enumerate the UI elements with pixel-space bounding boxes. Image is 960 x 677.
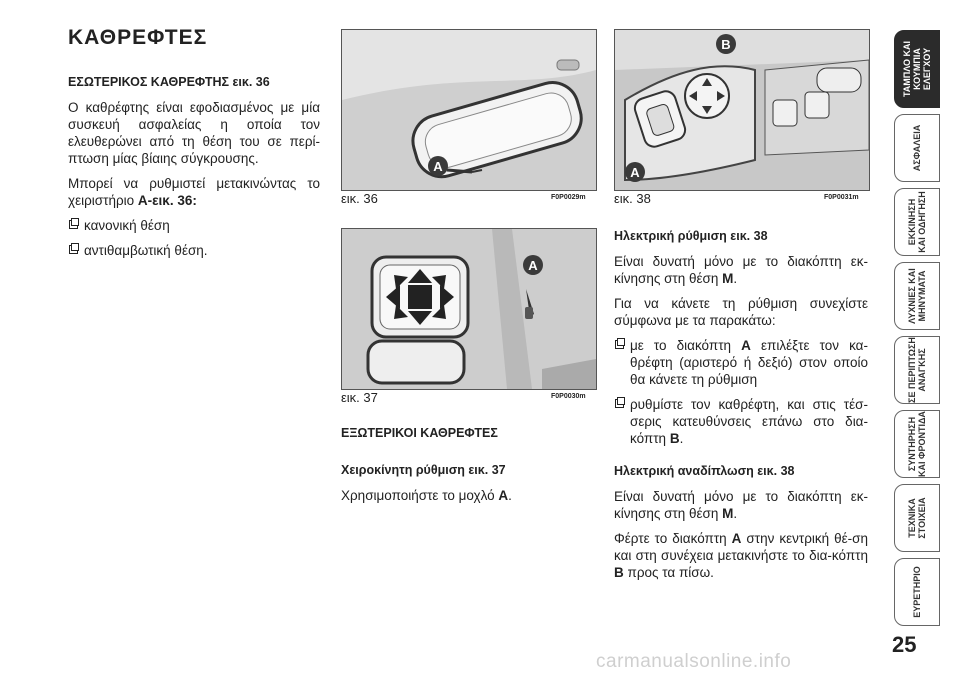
electric-mirror-controls-illustration	[615, 30, 869, 190]
figure-36-code: F0P0029m	[551, 194, 586, 201]
reference-bold: B	[614, 565, 624, 580]
electric-adjustment-paragraph-1	[614, 253, 868, 287]
text-span: Μπορεί να ρυθμιστεί μετακινώντας το χειριστήριο	[68, 176, 320, 208]
figure-37-caption: εικ. 37	[341, 390, 378, 405]
middle-column	[341, 425, 595, 512]
manual-adjustment-heading: Χειροκίνητη ρύθμιση εικ. 37	[341, 463, 506, 477]
reference-bold: B	[669, 431, 680, 446]
reference-bold: A	[741, 338, 751, 353]
manual-adjustment-paragraph	[341, 487, 595, 504]
figure-38-code: F0P0031m	[824, 194, 859, 201]
interior-mirror-illustration	[342, 30, 596, 190]
text-span: .	[508, 488, 512, 503]
reference-bold: A	[498, 488, 509, 503]
text-span: ρυθμίστε τον καθρέφτη, και στις τέσ-σερις κατευθύνσεις επάνω στο δια-κόπτη	[630, 397, 868, 446]
text-span: στην κεντρική θέ-ση και στη συνέχεια μετακινήστε το δια-κόπτη	[614, 531, 869, 563]
text-span: Είναι δυνατή μόνο με το διακόπτη εκ-κίνησης στη θέση	[614, 489, 868, 521]
tab-emergency[interactable]	[894, 336, 940, 404]
interior-mirror-heading: ΕΣΩΤΕΡΙΚΟΣ ΚΑΘΡΕΦΤΗΣ εικ. 36	[68, 75, 270, 89]
tab-label: ΣΥΝΤΗΡΗΣΗ ΚΑΙ ΦΡΟΝΤΙΔΑ	[907, 411, 927, 477]
list-item	[614, 396, 868, 447]
text-span: Χρησιμοποιήστε το μοχλό	[341, 488, 499, 503]
tab-label: ΣΕ ΠΕΡΙΠΤΩΣΗ ΑΝΑΓΚΗΣ	[907, 337, 927, 403]
text-span: με το διακόπτη	[630, 338, 742, 353]
list-item: κανονική θέση	[68, 217, 320, 234]
reference-bold: A	[731, 531, 742, 546]
tab-starting-driving[interactable]	[894, 188, 940, 256]
tab-technical-data[interactable]	[894, 484, 940, 552]
left-column	[68, 74, 320, 267]
tab-label: ΤΕΧΝΙΚΑ ΣΤΟΙΧΕΙΑ	[907, 497, 927, 539]
electric-adjustment-paragraph-2: Για να κάνετε τη ρύθμιση συνεχίστε σύμφωνα με τα παρακάτω:	[614, 296, 868, 328]
figure-36-interior-mirror	[341, 29, 597, 191]
figure-38-electric-controls	[614, 29, 870, 191]
exterior-mirror-illustration	[342, 229, 596, 389]
figure-37-exterior-mirror	[341, 228, 597, 390]
marker-b: B	[716, 34, 736, 54]
page-number: 25	[892, 632, 917, 657]
electric-folding-paragraph-1	[614, 488, 868, 522]
marker-a: A	[428, 156, 448, 176]
electric-folding-heading: Ηλεκτρική αναδίπλωση εικ. 38	[614, 464, 795, 478]
tab-safety[interactable]	[894, 114, 940, 182]
tab-label: ΤΑΜΠΛΟ ΚΑΙ ΚΟΥΜΠΙΑ ΕΛΕΓΧΟΥ	[902, 40, 932, 98]
electric-adjustment-heading: Ηλεκτρική ρύθμιση εικ. 38	[614, 229, 768, 243]
reference-bold: M	[722, 271, 734, 286]
tab-dashboard-controls[interactable]	[894, 30, 940, 108]
electric-folding-paragraph-2	[614, 530, 868, 581]
text-span: προς τα πίσω.	[623, 565, 714, 580]
figure-37-code: F0P0030m	[551, 393, 586, 400]
tab-index[interactable]	[894, 558, 940, 626]
tab-label: ΛΥΧΝΙΕΣ ΚΑΙ ΜΗΝΥΜΑΤΑ	[907, 268, 927, 324]
watermark-text: carmanualsonline.info	[596, 651, 792, 672]
exterior-mirrors-heading: ΕΞΩΤΕΡΙΚΟΙ ΚΑΘΡΕΦΤΕΣ	[341, 426, 498, 440]
reference-bold: A-εικ. 36:	[137, 193, 197, 208]
tab-lights-messages[interactable]	[894, 262, 940, 330]
interior-mirror-paragraph-1: Ο καθρέφτης είναι εφοδιασμένος με μία συσκευή ασφαλείας η οποία τον ελευθερώνει από τη θέση του σε περί-πτωση μίας βίαιης σύγκρουσης.	[68, 100, 320, 166]
tab-label: ΕΥΡΕΤΗΡΙΟ	[912, 566, 922, 618]
tab-maintenance-care[interactable]	[894, 410, 940, 478]
tab-label: ΑΣΦΑΛΕΙΑ	[912, 124, 922, 172]
list-item	[614, 337, 868, 388]
page-title: ΚΑΘΡΕΦΤΕΣ	[68, 26, 208, 49]
right-column	[614, 228, 868, 589]
text-span: .	[733, 506, 738, 521]
marker-a: A	[523, 255, 543, 275]
text-span: επιλέξτε τον κα-θρέφτη (αριστερό ή δεξιό) στον οποίο θα κάνετε τη ρύθμιση	[630, 338, 868, 387]
text-span: .	[733, 271, 738, 286]
figure-38-caption: εικ. 38	[614, 191, 651, 206]
tab-label: ΕΚΚΙΝΗΣΗ ΚΑΙ ΟΔΗΓΗΣΗ	[907, 191, 927, 253]
text-span: Φέρτε το διακόπτη	[614, 531, 732, 546]
interior-mirror-paragraph-2	[68, 175, 320, 209]
figure-36-caption: εικ. 36	[341, 191, 378, 206]
marker-a: A	[625, 162, 645, 182]
list-item: αντιθαμβωτική θέση.	[68, 242, 320, 259]
text-span: .	[679, 431, 684, 446]
text-span: Είναι δυνατή μόνο με το διακόπτη εκ-κίνησης στη θέση	[614, 254, 868, 286]
reference-bold: M	[722, 506, 734, 521]
